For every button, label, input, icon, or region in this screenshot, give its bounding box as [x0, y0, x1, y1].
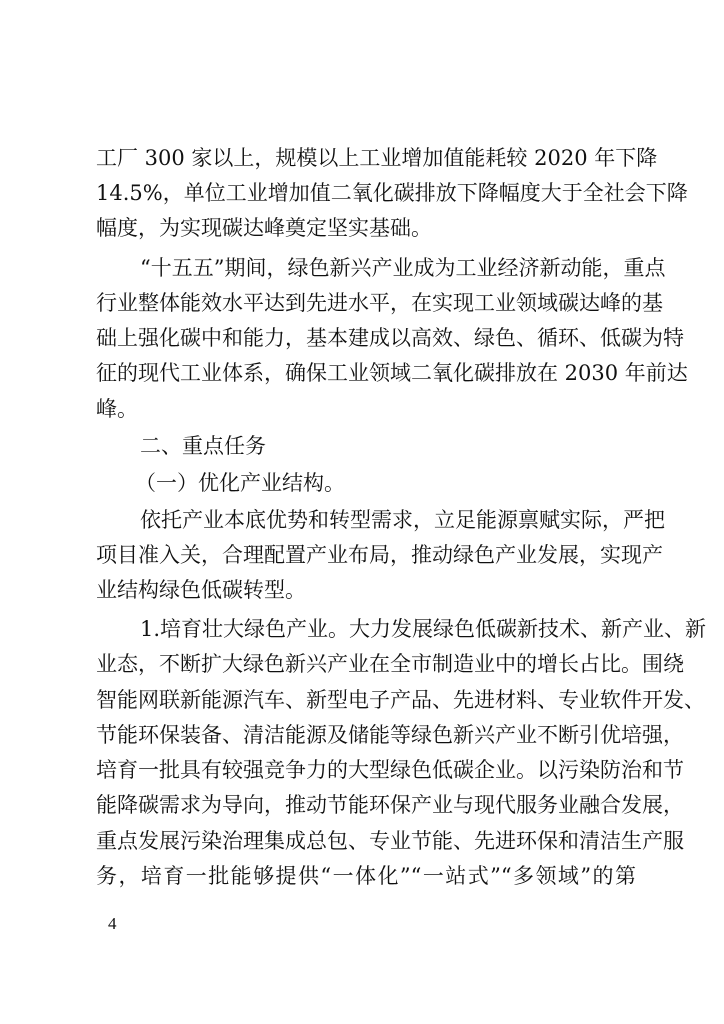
body-text-line: 智能网联新能源汽车、新型电子产品、先进材料、专业软件开发、 — [96, 688, 705, 712]
page-number: 4 — [108, 914, 117, 933]
body-text-line: 1.培育壮大绿色产业。大力发展绿色低碳新技术、新产业、新 — [140, 617, 707, 641]
body-text-line: 节能环保装备、清洁能源及储能等绿色新兴产业不断引优培强， — [96, 723, 684, 747]
body-text-line: 能降碳需求为导向，推动节能环保产业与现代服务业融合发展， — [96, 793, 684, 817]
body-text-line: 业结构绿色低碳转型。 — [96, 578, 306, 602]
body-text-line: 依托产业本底优势和转型需求，立足能源禀赋实际，严把 — [140, 508, 665, 532]
body-text-line: 业态，不断扩大绿色新兴产业在全市制造业中的增长占比。围绕 — [96, 652, 684, 676]
body-text-line: 础上强化碳中和能力，基本建成以高效、绿色、循环、低碳为特 — [96, 326, 684, 350]
body-text-line: 幅度，为实现碳达峰奠定坚实基础。 — [96, 216, 432, 240]
body-text-line: 项目准入关，合理配置产业布局，推动绿色产业发展，实现产 — [96, 543, 663, 567]
body-text-line: 重点发展污染治理集成总包、专业节能、先进环保和清洁生产服 — [96, 829, 684, 853]
section-heading: 二、重点任务 — [140, 434, 266, 458]
subsection-heading: （一）优化产业结构。 — [135, 471, 345, 495]
body-text-line: 工厂 300 家以上，规模以上工业增加值能耗较 2020 年下降 — [96, 146, 658, 170]
body-text-line: 征的现代工业体系，确保工业领域二氧化碳排放在 2030 年前达 — [96, 361, 688, 385]
body-text-line: 峰。 — [96, 397, 138, 421]
body-text-line: 14.5%，单位工业增加值二氧化碳排放下降幅度大于全社会下降 — [96, 181, 688, 205]
body-text-line: 行业整体能效水平达到先进水平，在实现工业领域碳达峰的基 — [96, 291, 663, 315]
body-text-line: 务，培育一批能够提供“一体化”“一站式”“多领域”的第 — [96, 864, 636, 888]
body-text-line: 培育一批具有较强竞争力的大型绿色低碳企业。以污染防治和节 — [96, 758, 684, 782]
body-text-line: “十五五”期间，绿色新兴产业成为工业经济新动能，重点 — [140, 256, 666, 280]
